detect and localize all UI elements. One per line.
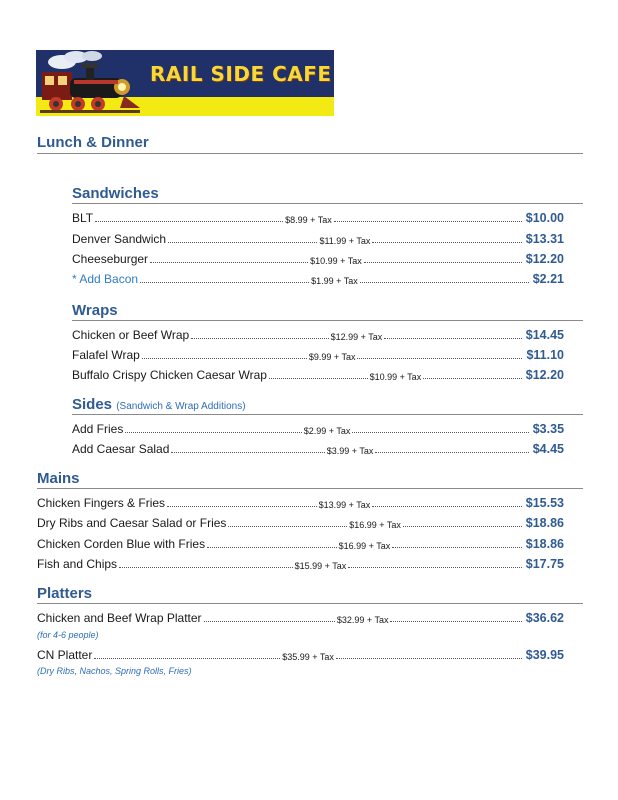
- menu-item: [37, 609, 564, 625]
- section-title-mains: Mains: [37, 470, 80, 487]
- menu-item: [37, 514, 564, 530]
- brand-logo: [36, 50, 334, 116]
- item-total-price: $14.45: [525, 328, 565, 342]
- leader-dots: [348, 567, 522, 568]
- item-name: CN Platter: [37, 648, 93, 662]
- leader-dots: [384, 338, 521, 339]
- item-total-price: $11.10: [526, 348, 565, 362]
- menu-item: [72, 250, 564, 266]
- leader-dots: [94, 658, 280, 659]
- item-total-price: $18.86: [525, 516, 564, 530]
- leader-dots: [150, 262, 308, 263]
- leader-dots: [204, 621, 335, 622]
- item-base-price: $10.99 + Tax: [369, 372, 422, 382]
- menu-item: [72, 440, 564, 456]
- leader-dots: [360, 282, 529, 283]
- item-total-price: $10.00: [525, 211, 565, 225]
- item-base-price: $15.99 + Tax: [294, 561, 347, 571]
- item-name: Dry Ribs and Caesar Salad or Fries: [37, 516, 227, 530]
- item-name: Chicken Fingers & Fries: [37, 496, 166, 510]
- item-base-price: $1.99 + Tax: [311, 276, 358, 286]
- section-title-sides-label: Sides: [72, 396, 113, 413]
- section-rule-wraps: [72, 320, 583, 321]
- leader-dots: [191, 338, 328, 339]
- train-icon: [36, 50, 156, 116]
- section-rule-mains: [37, 488, 583, 489]
- section-title-sides: [72, 396, 246, 413]
- menu-item: [37, 646, 564, 662]
- leader-dots: [171, 452, 324, 453]
- item-total-price: $2.21: [532, 272, 564, 286]
- leader-dots: [125, 432, 301, 433]
- menu-item: [72, 366, 564, 382]
- item-total-price: $12.20: [525, 368, 565, 382]
- item-base-price: $11.99 + Tax: [319, 236, 371, 246]
- item-name: Add Fries: [72, 422, 124, 436]
- section-title-sandwiches: Sandwiches: [72, 185, 159, 202]
- leader-dots: [140, 282, 309, 283]
- leader-dots: [269, 378, 368, 379]
- section-note-sides: (Sandwich & Wrap Additions): [116, 401, 246, 412]
- section-rule-sandwiches: [72, 203, 583, 204]
- leader-dots: [167, 506, 317, 507]
- leader-dots: [336, 658, 522, 659]
- item-name: BLT: [72, 211, 94, 225]
- item-total-price: $13.31: [525, 232, 565, 246]
- item-name: Add Caesar Salad: [72, 442, 170, 456]
- item-total-price: $15.53: [525, 496, 565, 510]
- item-name: Chicken Corden Blue with Fries: [37, 537, 206, 551]
- item-name: Chicken and Beef Wrap Platter: [37, 611, 202, 625]
- section-rule-sides: [72, 414, 583, 415]
- item-base-price: $2.99 + Tax: [303, 426, 351, 436]
- leader-dots: [142, 358, 307, 359]
- item-name: Fish and Chips: [37, 557, 118, 571]
- item-total-price: $39.95: [525, 648, 565, 662]
- item-base-price: $13.99 + Tax: [318, 500, 371, 510]
- item-subnote: (Dry Ribs, Nachos, Spring Rolls, Fries): [37, 666, 192, 676]
- item-base-price: $9.99 + Tax: [308, 352, 356, 362]
- item-base-price: $12.99 + Tax: [330, 332, 383, 342]
- menu-title-rule: [37, 153, 583, 154]
- leader-dots: [375, 452, 528, 453]
- section-rule-platters: [37, 603, 583, 604]
- section-title-wraps: Wraps: [72, 302, 118, 319]
- item-total-price: $12.20: [525, 252, 564, 266]
- menu-item: [37, 555, 564, 571]
- leader-dots: [168, 242, 317, 243]
- leader-dots: [372, 242, 521, 243]
- menu-item: [72, 326, 564, 342]
- menu-item: [72, 230, 564, 246]
- item-base-price: $16.99 + Tax: [338, 541, 391, 551]
- leader-dots: [207, 547, 337, 548]
- menu-item: [72, 346, 564, 362]
- leader-dots: [390, 621, 521, 622]
- item-total-price: $18.86: [525, 537, 565, 551]
- item-total-price: $3.35: [532, 422, 565, 436]
- item-name: * Add Bacon: [72, 272, 139, 286]
- menu-item-addon: [72, 270, 564, 286]
- item-name: Chicken or Beef Wrap: [72, 328, 190, 342]
- leader-dots: [352, 432, 528, 433]
- item-name: Buffalo Crispy Chicken Caesar Wrap: [72, 368, 267, 382]
- section-title-platters: Platters: [37, 585, 93, 602]
- leader-dots: [372, 506, 522, 507]
- menu-item: [72, 420, 564, 436]
- menu-title: Lunch & Dinner: [37, 134, 149, 151]
- item-base-price: $3.99 + Tax: [326, 446, 374, 456]
- item-total-price: $17.75: [525, 557, 565, 571]
- leader-dots: [357, 358, 522, 359]
- menu-item: [37, 494, 564, 510]
- leader-dots: [392, 547, 522, 548]
- leader-dots: [403, 526, 522, 527]
- leader-dots: [334, 221, 522, 222]
- item-name: Cheeseburger: [72, 252, 149, 266]
- item-base-price: $8.99 + Tax: [285, 215, 332, 225]
- leader-dots: [364, 262, 522, 263]
- leader-dots: [423, 378, 522, 379]
- item-subnote: (for 4-6 people): [37, 630, 99, 640]
- item-name: Denver Sandwich: [72, 232, 167, 246]
- item-base-price: $10.99 + Tax: [310, 256, 362, 266]
- item-total-price: $4.45: [532, 442, 564, 456]
- menu-item: [37, 535, 564, 551]
- item-base-price: $16.99 + Tax: [349, 520, 401, 530]
- brand-name: RAIL SIDE CAFE: [150, 62, 332, 86]
- item-base-price: $35.99 + Tax: [282, 652, 334, 662]
- leader-dots: [119, 567, 293, 568]
- item-name: Falafel Wrap: [72, 348, 140, 362]
- item-base-price: $32.99 + Tax: [336, 615, 389, 625]
- item-total-price: $36.62: [525, 611, 564, 625]
- leader-dots: [228, 526, 347, 527]
- menu-item: [72, 209, 564, 225]
- leader-dots: [95, 221, 283, 222]
